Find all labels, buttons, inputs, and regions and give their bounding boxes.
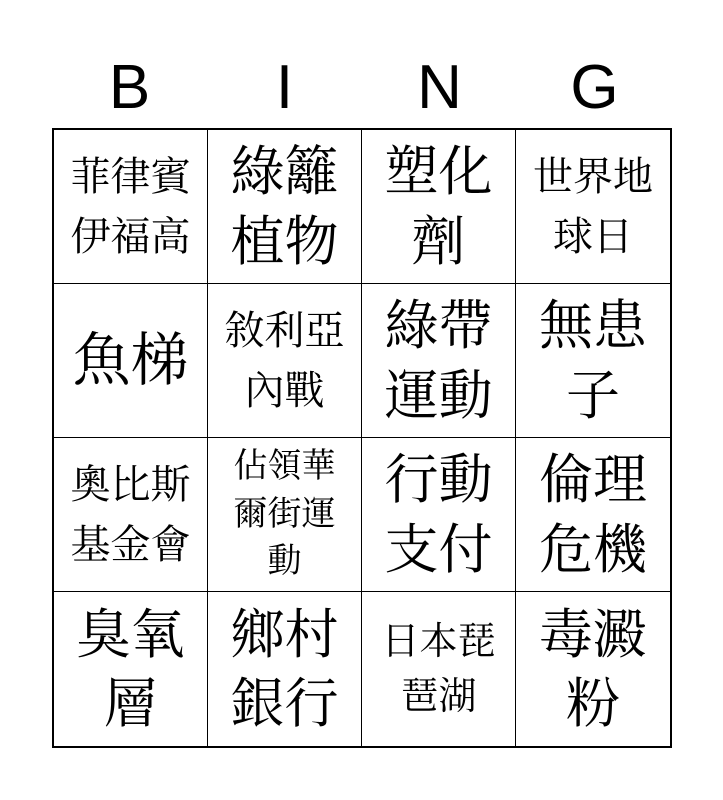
header-letter-b: B [108, 53, 151, 122]
bingo-cell-text: 綠帶運動 [384, 294, 493, 427]
bingo-cell-text: 日本琵琶湖 [381, 618, 496, 718]
bingo-cell-text: 魚梯 [72, 326, 189, 395]
bingo-cell-r4-c1[interactable] [54, 592, 208, 746]
bingo-cell-r1-c4[interactable] [516, 130, 670, 284]
bingo-cell-r3-c1[interactable] [54, 438, 208, 592]
bingo-cell-r4-c4[interactable] [516, 592, 670, 746]
bingo-cell-r3-c2[interactable] [208, 438, 362, 592]
bingo-cell-r1-c3[interactable] [362, 130, 516, 284]
bingo-cell-r4-c2[interactable] [208, 592, 362, 746]
bingo-board [52, 128, 672, 748]
bingo-cell-text: 鄉村銀行 [230, 602, 339, 735]
bingo-header [52, 48, 672, 128]
bingo-cell-r2-c1[interactable] [54, 284, 208, 438]
bingo-cell-text: 敘利亞內戰 [224, 307, 345, 414]
bingo-cell-text: 塑化劑 [384, 140, 493, 273]
bingo-cell-r1-c2[interactable] [208, 130, 362, 284]
bingo-cell-r2-c3[interactable] [362, 284, 516, 438]
bingo-cell-r3-c4[interactable] [516, 438, 670, 592]
bingo-cell-text: 無患子 [539, 294, 647, 427]
bingo-cell-r2-c4[interactable] [516, 284, 670, 438]
header-letter-g: G [570, 53, 619, 122]
header-letter-i: I [275, 53, 294, 122]
bingo-cell-r2-c2[interactable] [208, 284, 362, 438]
bingo-cell-text: 佔領華爾街運動 [233, 446, 336, 582]
bingo-cell-text: 臭氧層 [76, 602, 185, 735]
bingo-cell-r3-c3[interactable] [362, 438, 516, 592]
bingo-cell-text: 倫理危機 [539, 448, 647, 581]
bingo-cell-r4-c3[interactable] [362, 592, 516, 746]
bingo-cell-text: 行動支付 [384, 448, 493, 581]
bingo-cell-r1-c1[interactable] [54, 130, 208, 284]
header-letter-n: N [417, 53, 462, 122]
bingo-cell-text: 世界地球日 [533, 153, 653, 260]
bingo-cell-text: 綠籬植物 [230, 140, 339, 273]
bingo-cell-text: 奧比斯基金會 [70, 461, 191, 568]
bingo-cell-text: 菲律賓伊福高 [70, 153, 191, 260]
bingo-cell-text: 毒澱粉 [539, 602, 647, 735]
